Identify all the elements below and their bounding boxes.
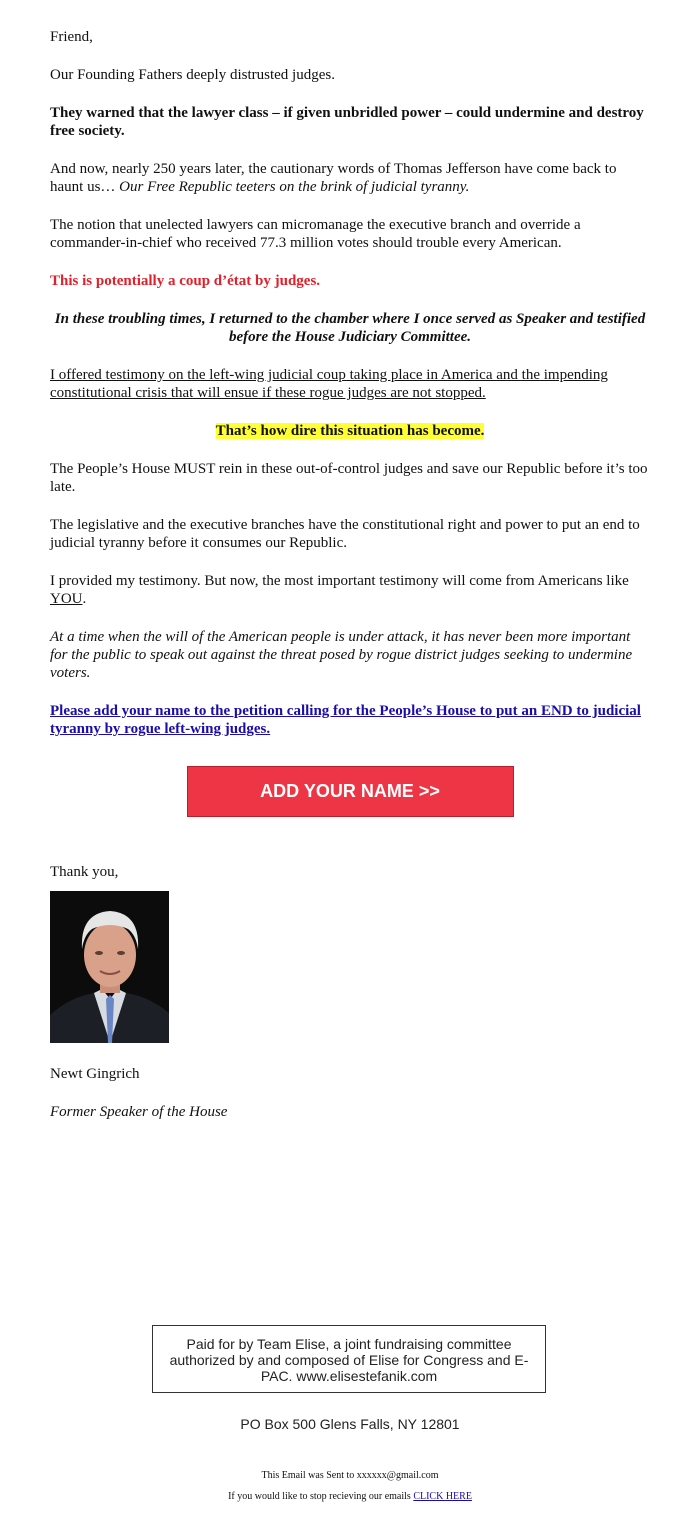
paragraph-founding-fathers: Our Founding Fathers deeply distrusted judges. (50, 67, 335, 83)
paragraph-jefferson (50, 160, 650, 196)
you-text: YOU (50, 591, 83, 607)
paragraph-peoples-house: The People’s House MUST rein in these out-of-control judges and save our Republic before it’s too late. (50, 461, 648, 495)
paragraph-branches: The legislative and the executive branches have the constitutional right and power to put an end to judicial tyranny before it consumes our Republic. (50, 517, 640, 551)
paragraph-lawyer-class: They warned that the lawyer class – if given unbridled power – could undermine and destroy free society. (50, 105, 644, 139)
highlighted-text: That’s how dire this situation has become. (215, 423, 485, 439)
paragraph-my-testimony (50, 572, 650, 608)
testimony-text: I provided my testimony. But now, the most important testimony will come from Americans like (50, 573, 629, 589)
email-body (50, 0, 650, 1121)
paragraph-unelected-lawyers: The notion that unelected lawyers can micromanage the executive branch and override a commander-in-chief who received 77.3 million votes should trouble every American. (50, 217, 581, 251)
paragraph-testimony: I offered testimony on the left-wing judicial coup taking place in America and the impending constitutional crisis that will ensue if these rogue judges are not stopped. (50, 367, 608, 401)
testimony-end: . (82, 591, 87, 607)
closing: Thank you, (50, 864, 119, 880)
sent-to-notice: This Email was Sent to xxxxxx@gmail.com (261, 1470, 439, 1481)
mailing-address: PO Box 500 Glens Falls, NY 12801 (240, 1416, 460, 1432)
paragraph-will-of-people: At a time when the will of the American people is under attack, it has never been more important for the public to speak out against the threat posed by rogue district judges seeking to undermine voters. (50, 629, 633, 681)
paragraph-testimony-intro: In these troubling times, I returned to the chamber where I once served as Speaker and testified before the House Judiciary Committee. (54, 311, 646, 345)
signer-photo (50, 891, 169, 1043)
greeting: Friend, (50, 29, 93, 45)
signer-title: Former Speaker of the House (50, 1104, 228, 1120)
unsubscribe-text: If you would like to stop recieving our emails (228, 1491, 414, 1502)
paid-for-disclaimer: Paid for by Team Elise, a joint fundraising committee authorized by and composed of Elise for Congress and E-PAC. www.elisestefanik.com (152, 1325, 546, 1393)
signer-name: Newt Gingrich (50, 1066, 140, 1082)
add-your-name-button[interactable]: ADD YOUR NAME >> (187, 766, 514, 817)
jefferson-text: And now, nearly 250 years later, the cautionary words of Thomas Jefferson have come back to haunt us… (50, 161, 617, 195)
jefferson-italic-text: Our Free Republic teeters on the brink of judicial tyranny. (119, 179, 470, 195)
cta-container (50, 766, 650, 817)
paragraph-coup-alert: This is potentially a coup d’état by judges. (50, 273, 321, 289)
unsubscribe-notice (0, 1491, 700, 1502)
paragraph-dire (50, 422, 650, 440)
petition-link[interactable]: Please add your name to the petition calling for the People’s House to put an END to judicial tyranny by rogue left-wing judges. (50, 703, 641, 737)
unsubscribe-link[interactable]: CLICK HERE (413, 1491, 472, 1502)
